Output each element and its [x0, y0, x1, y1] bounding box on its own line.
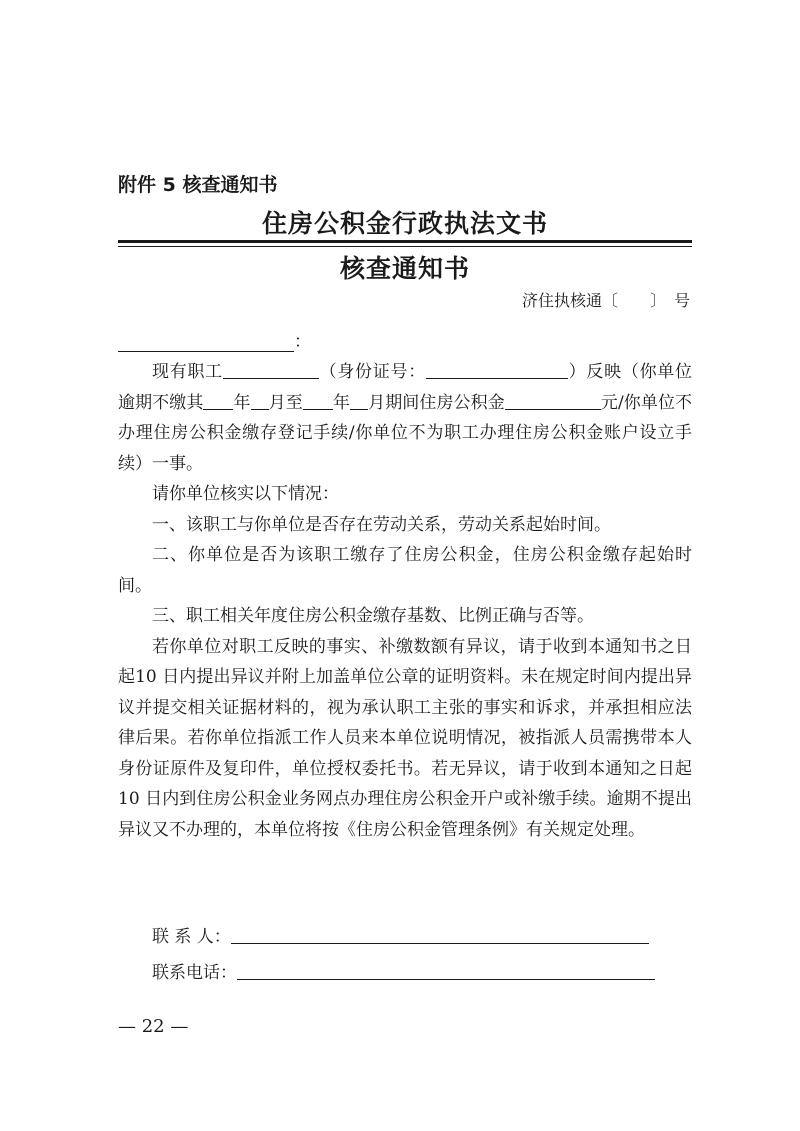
- contact-phone-blank[interactable]: [237, 961, 655, 980]
- complaint-text-1: 现有职工: [152, 362, 223, 382]
- contact-person-label: 联 系 人：: [152, 927, 231, 947]
- complaint-text-8: 元/你单位不办理住房公积金缴存登记手续/你单位不为职工办理住房公积金账户设立手续）一事。: [118, 392, 693, 474]
- notice-body: [118, 357, 692, 845]
- complaint-text-5: 月至: [268, 392, 303, 413]
- attachment-label: 附件 5 核查通知书: [118, 174, 278, 196]
- document-subtitle: 核查通知书: [339, 254, 470, 283]
- paragraph-complaint: [118, 357, 692, 479]
- amount-blank[interactable]: [505, 391, 601, 410]
- end-year-blank[interactable]: [303, 391, 333, 410]
- document-number: 济住执核通〔 〕 号: [521, 291, 690, 310]
- complaint-text-3: ）反映（你单位逾期不缴其: [118, 362, 693, 413]
- start-month-blank[interactable]: [251, 391, 269, 410]
- check-item-3: 三、职工相关年度住房公积金缴存基数、比例正确与否等。: [152, 606, 594, 626]
- complaint-text-4: 年: [233, 392, 251, 413]
- title-rule-thick: [118, 240, 692, 243]
- title-rule-thin: [118, 246, 692, 247]
- document-title: 住房公积金行政执法文书: [261, 209, 548, 238]
- page-number: — 22 —: [118, 1016, 189, 1037]
- check-item-2: 二、你单位是否为该职工缴存了住房公积金，住房公积金缴存起始时间。: [118, 545, 692, 596]
- contact-person-blank[interactable]: [231, 925, 649, 944]
- employee-name-blank[interactable]: [223, 360, 319, 379]
- contact-person-row: [152, 922, 649, 947]
- recipient-line: [118, 327, 311, 352]
- check-item-1: 一、该职工与你单位是否存在劳动关系，劳动关系起始时间。: [152, 514, 611, 535]
- paragraph-intro: 请你单位核实以下情况：: [152, 484, 339, 504]
- paragraph-objection: 若你单位对职工反映的事实、补缴数额有异议，请于收到本通知书之日起10 日内提出异议并附上加盖单位公章的证明资料。未在规定时间内提出异议并提交相关证据材料的，视为承认职工主张的事实和诉求，并承担相应法律后果。若你单位指派工作人员来本单位说明情况，被指派人员需携带本人身份证原件及复印件，单位授权委托书。若无异议，请于收到本通知之日起 10 日内到住房公积金业务网点办理住房公积金开户或补缴手续。逾期不提出异议又不办理的，本单位将按《住房公积金管理条例》有关规定处理。: [118, 636, 692, 840]
- contact-phone-label: 联系电话：: [152, 963, 237, 983]
- id-number-blank[interactable]: [426, 360, 568, 379]
- end-month-blank[interactable]: [350, 391, 368, 410]
- complaint-text-7: 月期间住房公积金: [368, 392, 505, 413]
- complaint-text-6: 年: [332, 392, 351, 413]
- recipient-colon: ：: [294, 332, 311, 352]
- recipient-blank[interactable]: [118, 333, 294, 352]
- complaint-text-2: （身份证号：: [318, 362, 426, 382]
- start-year-blank[interactable]: [203, 391, 233, 410]
- contact-phone-row: [152, 958, 655, 983]
